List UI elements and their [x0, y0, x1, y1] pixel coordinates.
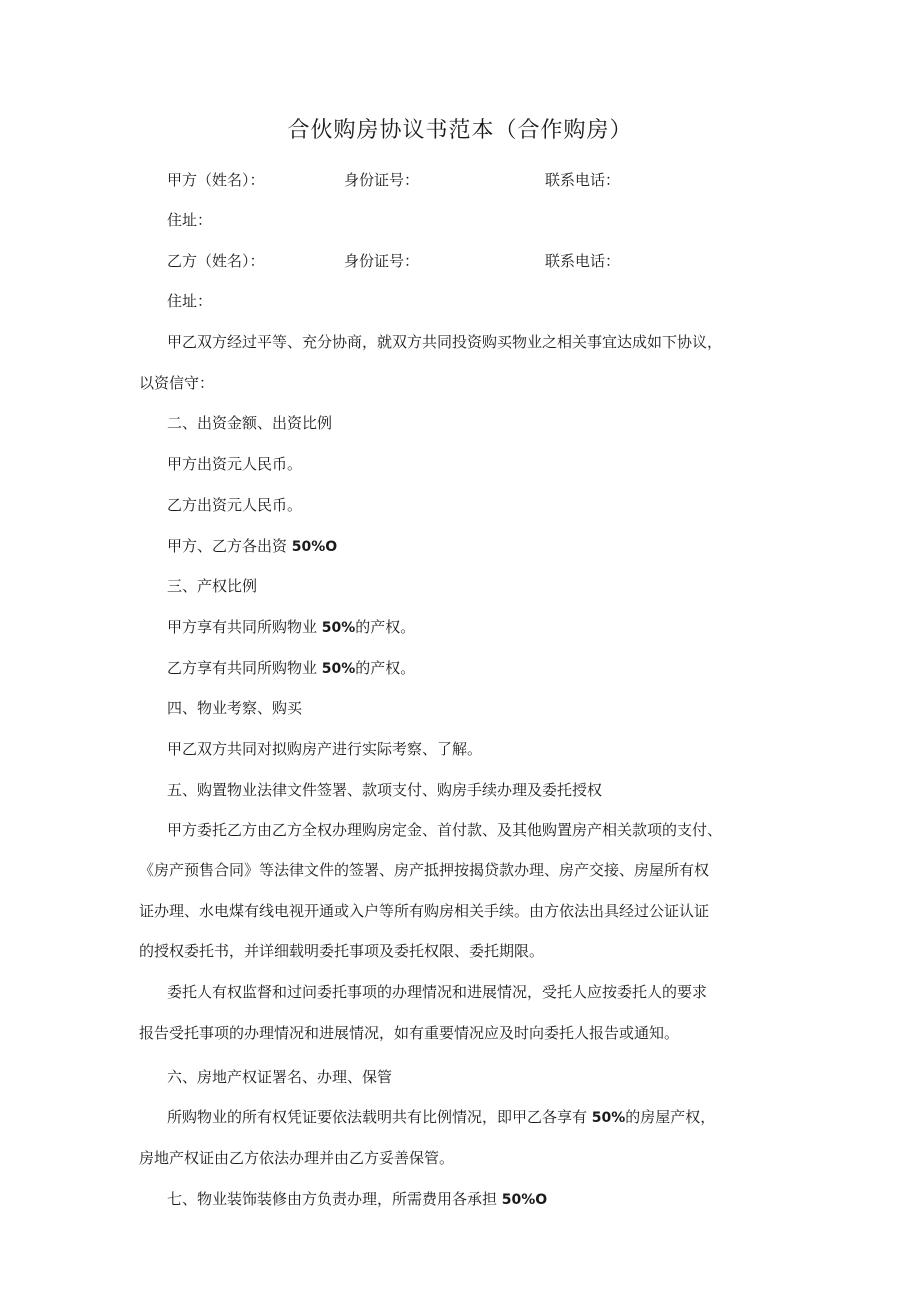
party-b-phone-label: 联系电话：: [545, 252, 621, 270]
contribution-percent: 50%O: [291, 539, 338, 555]
party-b-address-label: 住址：: [167, 292, 213, 310]
document-title: 合伙购房协议书范本（合作购房）: [287, 118, 633, 143]
section-6-heading: 六、房地产权证署名、办理、保管: [167, 1068, 393, 1086]
equal-contribution: 甲方、乙方各出资 50%O: [167, 537, 338, 555]
party-a-phone-label: 联系电话：: [545, 171, 621, 189]
section-5-para-2-line-2: 报告受托事项的办理情况和进展情况，如有重要情况应及时向委托人报告或通知。: [139, 1024, 680, 1042]
section-4-heading: 四、物业考察、购买: [167, 699, 303, 717]
section-5-para-1-line-3: 证办理、水电煤有线电视开通或入户等所有购房相关手续。由方依法出具经过公证认证: [139, 902, 710, 920]
party-a-contribution: 甲方出资元人民币。: [167, 455, 303, 473]
section-6-percent: 50%: [591, 1110, 626, 1126]
section-5-para-1-line-4: 的授权委托书，并详细载明委托事项及委托权限、委托期限。: [139, 942, 545, 960]
section-7-line: 七、物业装饰装修由方负责办理，所需费用各承担 50%O: [167, 1190, 548, 1208]
party-a-ownership: 甲方享有共同所购物业 50%的产权。: [167, 618, 416, 636]
section-2-heading: 二、出资金额、出资比例: [167, 414, 333, 432]
section-5-para-2-line-1: 委托人有权监督和过问委托事项的办理情况和进展情况，受托人应按委托人的要求: [167, 983, 708, 1001]
party-a-name-label: 甲方（姓名）：: [167, 171, 265, 189]
section-5-heading: 五、购置物业法律文件签署、款项支付、购房手续办理及委托授权: [167, 781, 603, 799]
party-a-address-label: 住址：: [167, 211, 213, 229]
section-4-body: 甲乙双方共同对拟购房产进行实际考察、了解。: [167, 740, 483, 758]
section-5-para-1-line-2: 《房产预售合同》等法律文件的签署、房产抵押按揭贷款办理、房产交接、房屋所有权: [139, 861, 710, 879]
party-a-id-label: 身份证号：: [344, 171, 420, 189]
intro-line-1: 甲乙双方经过平等、充分协商，就双方共同投资购买物业之相关事宜达成如下协议，: [167, 333, 723, 351]
party-b-name-label: 乙方（姓名）：: [167, 252, 265, 270]
section-7-percent: 50%O: [501, 1192, 548, 1208]
section-6-line-2: 房地产权证由乙方依法办理并由乙方妥善保管。: [139, 1149, 455, 1167]
party-b-ownership-percent: 50%: [321, 661, 356, 677]
party-b-id-label: 身份证号：: [344, 252, 420, 270]
section-3-heading: 三、产权比例: [167, 577, 258, 595]
intro-line-2: 以资信守：: [139, 374, 215, 392]
party-b-contribution: 乙方出资元人民币。: [167, 496, 303, 514]
party-b-ownership: 乙方享有共同所购物业 50%的产权。: [167, 659, 416, 677]
party-a-ownership-percent: 50%: [321, 620, 356, 636]
section-5-para-1-line-1: 甲方委托乙方由乙方全权办理购房定金、首付款、及其他购置房产相关款项的支付、: [167, 821, 723, 839]
section-6-line-1: 所购物业的所有权凭证要依法载明共有比例情况，即甲乙各享有 50%的房屋产权，: [167, 1108, 716, 1126]
